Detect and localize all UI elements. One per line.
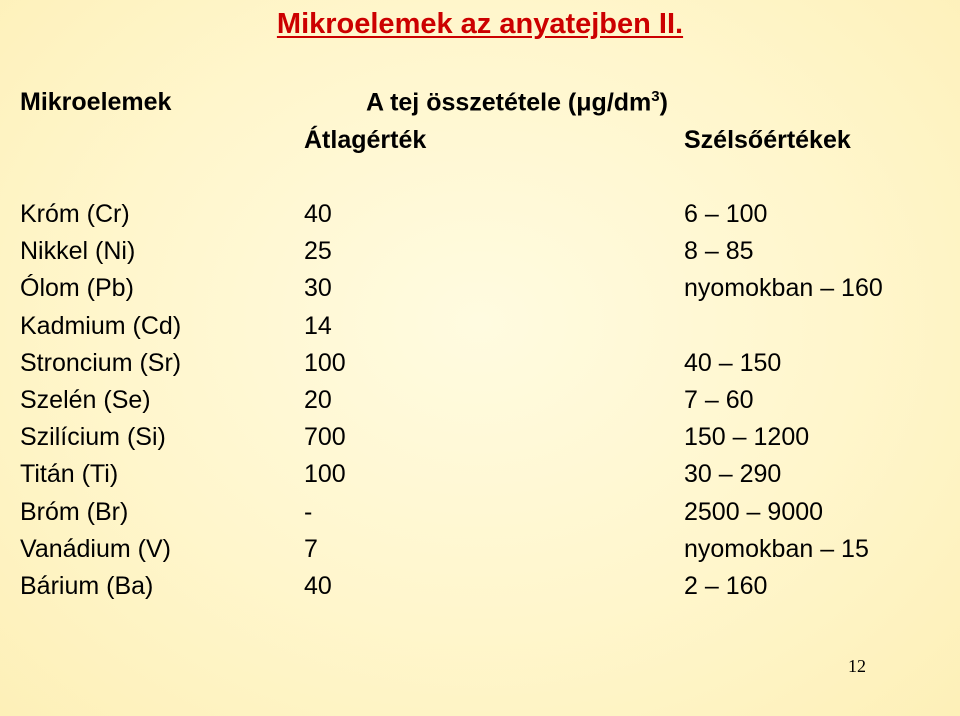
average-value: - — [304, 497, 313, 526]
element-name: Kadmium (Cd) — [20, 311, 182, 340]
table-row — [0, 200, 960, 237]
element-name: Nikkel (Ni) — [20, 237, 136, 266]
average-value: 20 — [304, 386, 332, 414]
range-value: 40 – 150 — [684, 348, 782, 377]
table-row — [0, 274, 960, 311]
table-row — [0, 460, 960, 497]
slide-title: Mikroelemek az anyatejben II. — [276, 8, 684, 40]
element-name: Vanádium (V) — [20, 534, 171, 563]
header-extremes: Szélsőértékek — [684, 126, 851, 154]
average-value: 700 — [304, 423, 346, 452]
range-value: 2500 – 9000 — [684, 497, 824, 526]
range-value: 2 – 160 — [684, 572, 768, 600]
header-composition-close: ) — [659, 88, 668, 117]
range-value: 150 – 1200 — [684, 423, 810, 452]
element-name: Ólom (Pb) — [20, 274, 134, 303]
average-value: 40 — [304, 200, 332, 228]
average-value: 30 — [304, 274, 332, 303]
range-value: nyomokban – 160 — [684, 274, 883, 303]
range-value: 7 – 60 — [684, 386, 754, 414]
header-milk-composition — [366, 88, 668, 117]
table-row — [0, 423, 960, 460]
table-row — [0, 386, 960, 423]
average-value: 25 — [304, 237, 332, 266]
table-row — [0, 535, 960, 572]
table-row — [0, 349, 960, 386]
element-name: Titán (Ti) — [20, 460, 119, 489]
average-value: 100 — [304, 460, 346, 489]
average-value: 100 — [304, 348, 346, 377]
table-row — [0, 572, 960, 609]
page-number: 12 — [848, 656, 866, 676]
header-microelements: Mikroelemek — [20, 88, 172, 116]
header-composition-text: A tej összetétele (μg/dm — [366, 88, 652, 117]
average-value: 14 — [304, 311, 332, 340]
range-value: 6 – 100 — [684, 200, 768, 228]
element-name: Szilícium (Si) — [20, 423, 166, 452]
range-value: 30 – 290 — [684, 460, 782, 489]
table-row — [0, 498, 960, 535]
element-name: Króm (Cr) — [20, 200, 130, 228]
element-name: Bróm (Br) — [20, 497, 129, 526]
header-unit-exponent: 3 — [651, 88, 660, 105]
average-value: 7 — [304, 534, 318, 563]
range-value: nyomokban – 15 — [684, 534, 869, 563]
average-value: 40 — [304, 572, 332, 600]
header-average: Átlagérték — [304, 126, 427, 154]
table-row — [0, 312, 960, 349]
table-row — [0, 237, 960, 274]
element-name: Bárium (Ba) — [20, 572, 154, 600]
element-name: Stroncium (Sr) — [20, 348, 182, 377]
range-value: 8 – 85 — [684, 237, 754, 266]
element-name: Szelén (Se) — [20, 386, 151, 414]
